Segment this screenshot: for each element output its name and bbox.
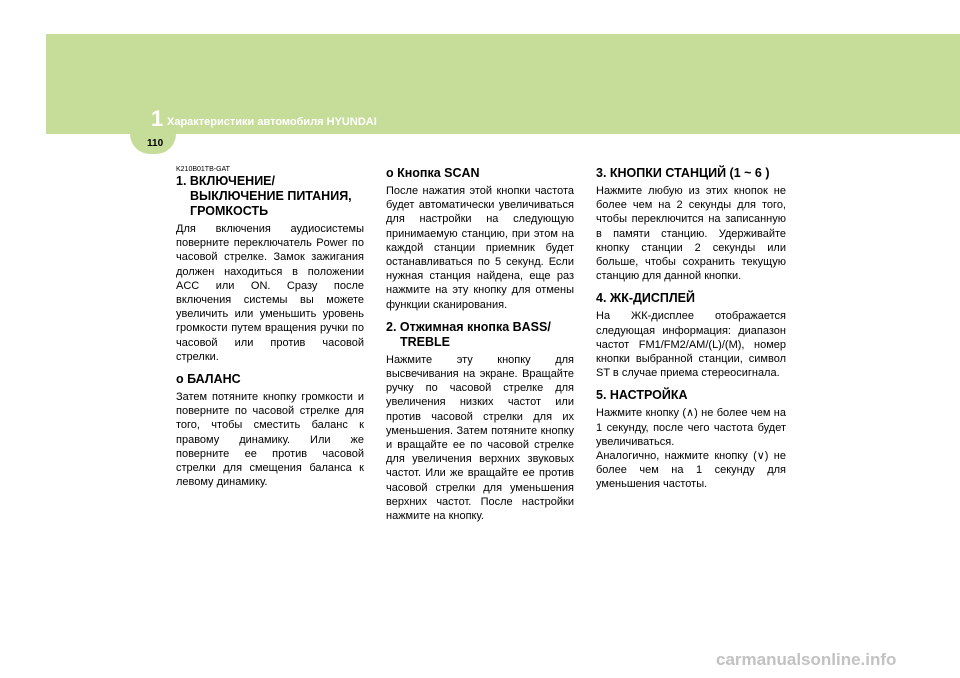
section-title-lcd: 4. ЖК-ДИСПЛЕЙ — [596, 291, 695, 306]
section-text-scan: После нажатия этой кнопки частота будет автоматически увеличиваться для настройки на следующую принимаемую станцию, при этом на каждой станции приемник будет останавливаться по 5 секунд. Если нужная станция найдена, еще раз нажмите на эту кнопку для отмены функции сканирования. — [386, 185, 574, 311]
section-title-power-volume: 1. ВКЛЮЧЕНИЕ/ ВЫКЛЮЧЕНИЕ ПИТАНИЯ, ГРОМКОСТЬ — [176, 174, 352, 218]
section-text-tuning-up: Нажмите кнопку (∧) не более чем на 1 секунду, после чего частота будет увеличиваться. — [596, 407, 786, 448]
section-title-balance: o БАЛАНС — [176, 372, 241, 387]
section-title-tuning: 5. НАСТРОЙКА — [596, 388, 688, 403]
section-code: K210B01TB-GAT — [176, 166, 230, 173]
page-number: 110 — [147, 138, 164, 149]
section-text-lcd: На ЖК-дисплее отображается следующая информация: диапазон частот FM1/FM2/AM/(L)/(M), номер кнопки выбранной станции, символ ST в случае приема стереосигнала. — [596, 310, 786, 380]
section-title-scan: o Кнопка SCAN — [386, 166, 480, 180]
section-text-balance: Затем потяните кнопку громкости и поверните по часовой стрелке для того, чтобы сместить баланс к правому динамику. Или же поверните ее против часовой стрелки для смещения баланса к левому динамику. — [176, 391, 364, 489]
chapter-title: Характеристики автомобиля HYUNDAI — [167, 116, 377, 128]
chapter-number: 1 — [151, 106, 164, 131]
section-text-station-buttons: Нажмите любую из этих кнопок не более чем на 2 секунды для того, чтобы переключится на записанную в памяти станцию. Удерживайте кнопку станции 2 секунды или больше, чтобы сохранить текущую станцию для данной кнопки. — [596, 185, 786, 283]
section-title-bass-treble: 2. Отжимная кнопка BASS/ TREBLE — [386, 319, 551, 349]
section-text-bass-treble: Нажмите эту кнопку для высвечивания на экране. Вращайте ручку по часовой стрелке для увеличения низких частот или против часовой стрелки для их уменьшения. Затем потяните кнопку и вращайте ее по часовой стрелке для увеличения верхних звуковых частот. Или же вращайте ее против часовой стрелки для уменьшения верхних частот. После настройки нажмите на кнопку. — [386, 353, 574, 523]
section-title-station-buttons: 3. КНОПКИ СТАНЦИЙ (1 ~ 6 ) — [596, 166, 770, 180]
section-text-tuning-down: Аналогично, нажмите кнопку (∨) не более чем на 1 секунду для уменьшения частоты. — [596, 450, 786, 491]
column-1 — [176, 165, 364, 489]
section-text-power-volume: Для включения аудиосистемы поверните переключатель Power по часовой стрелке. Замок зажигания должен находиться в положении ACC или ON. Сразу после включения системы вы можете увеличить или уменьшить уровень громкости путем вращения ручки по часовой или против часовой стрелки. — [176, 223, 364, 363]
column-3 — [596, 166, 786, 492]
column-2 — [386, 166, 574, 523]
watermark: carmanualsonline.info — [716, 650, 897, 669]
